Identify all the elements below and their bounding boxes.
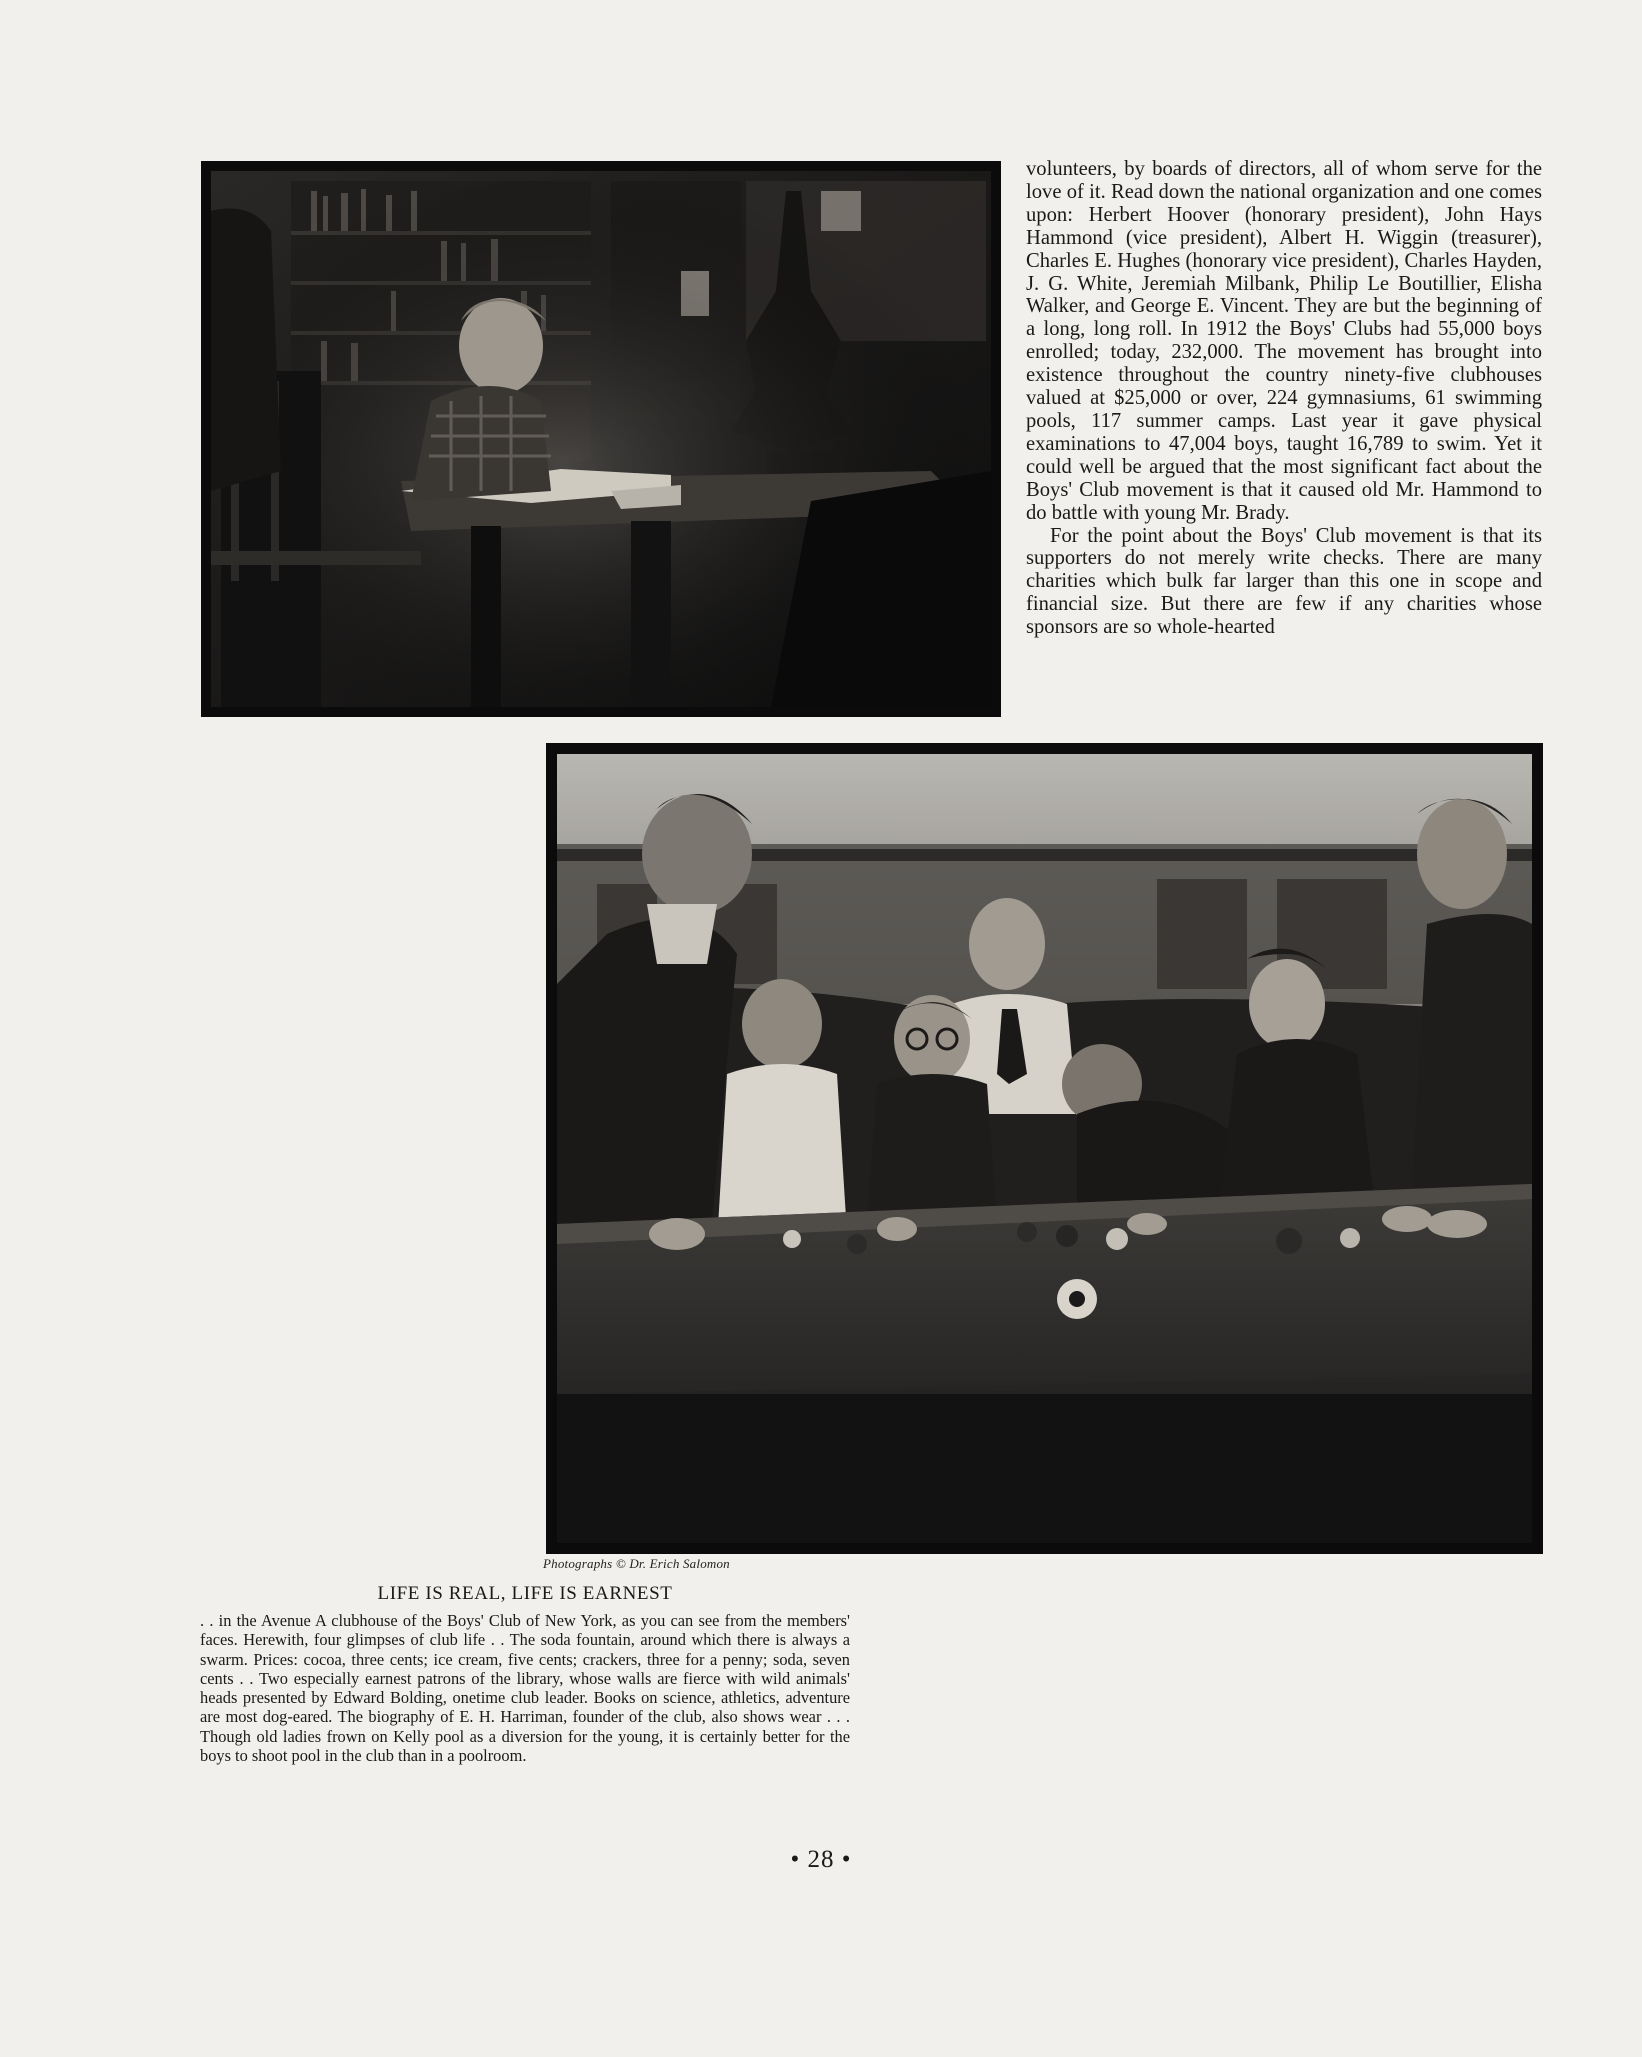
page-number: • 28 • [790, 1846, 852, 1873]
library-photo-image [211, 171, 991, 707]
caption-title: LIFE IS REAL, LIFE IS EARNEST [377, 1583, 673, 1604]
photo-credit: Photographs © Dr. Erich Salomon [543, 1556, 730, 1571]
pool-photo [546, 743, 1543, 1554]
article-text [1026, 158, 1542, 639]
library-photo [201, 161, 1001, 717]
article-paragraph: For the point about the Boys' Club movement is that its supporters do not merely write checks. There are many charities which bulk far larger than this one in scope and financial size. But there are few if any charities whose sponsors are so whole-hearted [1026, 524, 1542, 639]
caption-body: . . in the Avenue A clubhouse of the Boys' Club of New York, as you can see from the members' faces. Herewith, four glimpses of club life . . The soda fountain, around which there is always a swarm. Prices: cocoa, three cents; ice cream, five cents; crackers, three for a penny; soda, seven cents . . Two especially earnest patrons of the library, whose walls are fierce with wild animals' heads presented by Edward Bolding, onetime club leader. Books on science, athletics, adventure are most dog-eared. The biography of E. H. Harriman, founder of the club, also shows wear . . . Though old ladies frown on Kelly pool as a diversion for the young, it is certainly better for the boys to shoot pool in the club than in a poolroom. [200, 1611, 850, 1766]
article-paragraph: volunteers, by boards of directors, all of whom serve for the love of it. Read down the national organization and one comes upon: Herbert Hoover (honorary president), John Hays Hammond (vice president), Albert H. Wiggin (treasurer), Charles E. Hughes (honorary vice president), Charles Hayden, J. G. White, Jeremiah Milbank, Philip Le Boutillier, Elisha Walker, and George E. Vincent. They are but the beginning of a long, long roll. In 1912 the Boys' Clubs had 55,000 boys enrolled; today, 232,000. The movement has brought into existence throughout the country ninety-five clubhouses valued at $25,000 or over, 224 gymnasiums, 61 swimming pools, 117 summer camps. Last year it gave physical examinations to 47,004 boys, taught 16,789 to swim. Yet it could well be argued that the most significant fact about the Boys' Club movement is that it caused old Mr. Hammond to do battle with young Mr. Brady. [1026, 158, 1542, 524]
pool-photo-image [557, 754, 1532, 1543]
